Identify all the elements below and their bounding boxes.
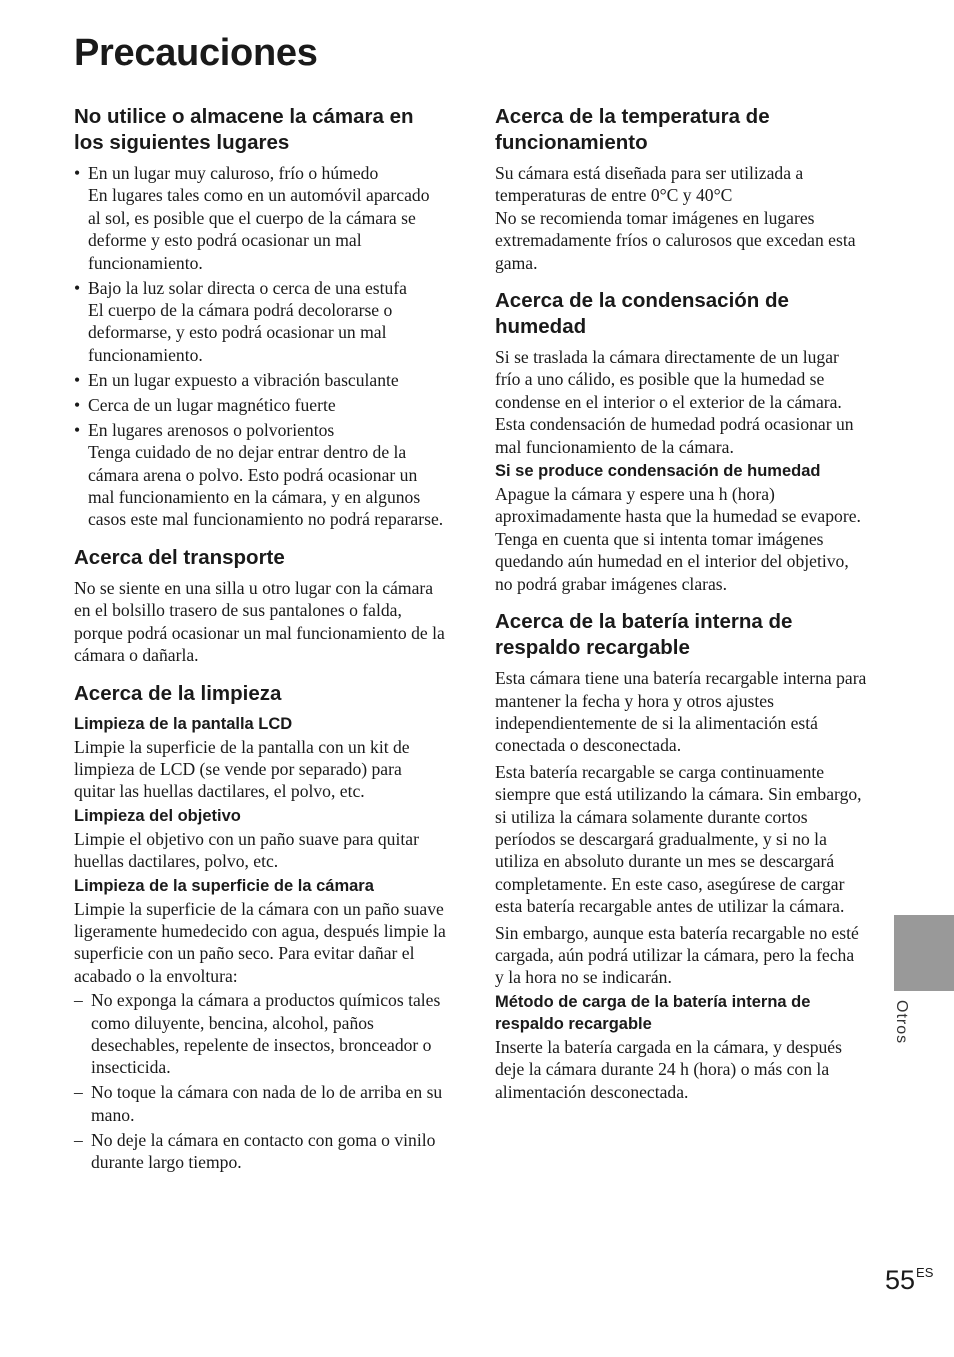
list-item-lead: En un lugar expuesto a vibración basculante	[88, 369, 399, 390]
cleaning-lens-text: Limpie el objetivo con un paño suave para quitar huellas dactilares, polvo, etc.	[74, 828, 419, 872]
battery-text-3: Sin embargo, aunque esta batería recargable no esté cargada, aún podrá utilizar la cámara, pero la fecha y la hora no se indicarán.	[495, 922, 859, 988]
list-item	[74, 419, 446, 531]
list-item-text: El cuerpo de la cámara podrá decolorarse o deformarse, y esto podrá ocasionar un mal funcionamiento.	[88, 300, 393, 365]
section-heading-transport: Acerca del transporte	[74, 545, 285, 569]
list-item-lead: Bajo la luz solar directa o cerca de una estufa	[88, 277, 407, 298]
list-item-lead: En un lugar muy caluroso, frío o húmedo	[88, 163, 379, 183]
battery-text-2: Esta batería recargable se carga continuamente siempre que está utilizando la cámara. Sin embargo, si utiliza la cámara solamente durante cortos períodos se descargará gradualmente, y si no la utiliza en absoluto durante un mes se descargará completamente. En este caso, asegúrese de cargar esta batería recargable antes de utilizar la cámara.	[495, 761, 862, 917]
condensation-text: Si se traslada la cámara directamente de un lugar frío a uno cálido, es posible que la humedad se condense en el interior o el exterior de la cámara. Esta condensación de humedad podrá ocasionar un mal funcionamiento de la cámara.	[495, 347, 854, 457]
page-number-value: 55	[885, 1265, 916, 1295]
list-item: – No deje la cámara en contacto con goma o vinilo durante largo tiempo.	[74, 1129, 446, 1174]
section-tab-label: Otros	[893, 1000, 910, 1045]
list-item-text: Tenga cuidado de no dejar entrar dentro de la cámara arena o polvo. Esto podrá ocasionar un mal funcionamiento en la cámara, y en algunos casos este mal funcionamiento no podrá repararse.	[88, 442, 444, 530]
storage-list	[74, 162, 446, 531]
transport-text: No se siente en una silla u otro lugar con la cámara en el bolsillo trasero de sus pantalones o falda, porque podrá ocasionar un mal funcionamiento de la cámara o dañarla.	[74, 577, 445, 666]
section-heading-storage: No utilice o almacene la cámara en los siguientes lugares	[74, 105, 414, 154]
page-number	[885, 1265, 933, 1296]
list-item	[74, 277, 446, 367]
subheading-surface: Limpieza de la superficie de la cámara	[74, 876, 374, 895]
section-tab-marker	[894, 915, 954, 991]
cleaning-lcd-text: Limpie la superficie de la pantalla con un kit de limpieza de LCD (se vende por separado) para quitar las huellas dactilares, el polvo, etc.	[74, 736, 410, 802]
temperature-text: Su cámara está diseñada para ser utilizada a temperaturas de entre 0°C y 40°C No se recomienda tomar imágenes en lugares extremadamente fríos o calurosos que excedan esta gama.	[495, 163, 856, 273]
section-heading-backup-battery: Acerca de la batería interna de respaldo recargable	[495, 610, 793, 660]
list-item: – No toque la cámara con nada de lo de arriba en su mano.	[74, 1081, 446, 1126]
list-item	[74, 162, 446, 274]
battery-text-1: Esta cámara tiene una batería recargable interna para mantener la fecha y hora y otros ajustes independientemente de si la alimentación está conectada o desconectada.	[495, 668, 867, 756]
condensation-action-text: Apague la cámara y espere una h (hora) aproximadamente hasta que la humedad se evapore. Tenga en cuenta que si intenta tomar imágenes quedando aún humedad en el interior del objetivo, no podrá grabar imágenes claras.	[495, 484, 861, 594]
page-language-suffix: ES	[916, 1265, 934, 1280]
list-item	[74, 369, 446, 391]
battery-text-4: Inserte la batería cargada en la cámara, y después deje la cámara durante 24 h (hora) o más con la alimentación desconectada.	[495, 1036, 842, 1102]
page-title: Precauciones	[74, 32, 318, 74]
section-heading-cleaning: Acerca de la limpieza	[74, 681, 282, 705]
subheading-lens: Limpieza del objetivo	[74, 806, 241, 825]
section-heading-condensation: Acerca de la condensación de humedad	[495, 289, 789, 339]
subheading-charging-method: Método de carga de la batería interna de respaldo recargable	[495, 992, 811, 1033]
subheading-lcd: Limpieza de la pantalla LCD	[74, 714, 293, 733]
right-column	[495, 104, 867, 1105]
list-item	[74, 394, 446, 416]
cleaning-warnings-list	[74, 989, 446, 1173]
list-item-text: En lugares tales como en un automóvil aparcado al sol, es posible que el cuerpo de la cámara se deforme y esto podrá ocasionar un mal funcionamiento.	[88, 185, 430, 273]
section-heading-temperature: Acerca de la temperatura de funcionamiento	[495, 105, 770, 154]
list-item-lead: Cerca de un lugar magnético fuerte	[88, 394, 336, 415]
list-item: – No exponga la cámara a productos químicos tales como diluyente, bencina, alcohol, paños desechables, repelente de insectos, bronceador o insecticida.	[74, 989, 446, 1079]
list-item-lead: En lugares arenosos o polvorientos	[88, 419, 335, 440]
cleaning-surface-text: Limpie la superficie de la cámara con un paño suave ligeramente humedecido con agua, después limpie la superficie con un paño seco. Para evitar dañar el acabado o la envoltura:	[74, 898, 446, 986]
subheading-condensation: Si se produce condensación de humedad	[495, 462, 821, 481]
left-column	[74, 104, 446, 1176]
